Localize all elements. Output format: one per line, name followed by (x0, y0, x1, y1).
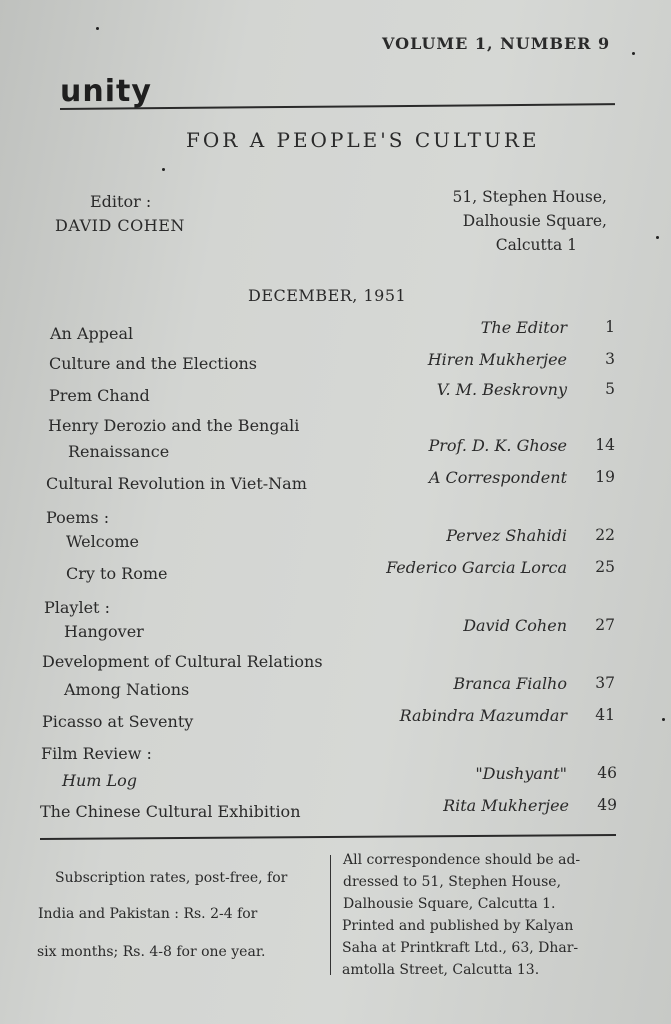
correspondence-line-1: All correspondence should be ad- (343, 852, 581, 868)
volume-number: VOLUME 1, NUMBER 9 (382, 34, 611, 53)
correspondence-line-4: Printed and published by Kalyan (342, 918, 574, 934)
toc-author: Branca Fialho (453, 674, 567, 693)
address-line-2: Dalhousie Square, (462, 212, 607, 230)
subscription-line-1: Subscription rates, post-free, for (55, 870, 288, 886)
toc-author: A Correspondent (428, 468, 567, 487)
toc-author: "Dushyant" (475, 764, 567, 783)
toc-page: 22 (595, 526, 615, 544)
toc-author: Federico Garcia Lorca (386, 558, 567, 577)
toc-page: 27 (595, 616, 615, 634)
toc-title: Henry Derozio and the Bengali (48, 416, 300, 435)
correspondence-line-3: Dalhousie Square, Calcutta 1. (343, 896, 556, 912)
toc-author: The Editor (480, 318, 567, 337)
toc-title-continued: Renaissance (68, 442, 170, 461)
issue-date: DECEMBER, 1951 (248, 286, 407, 305)
toc-section: Playlet : (44, 598, 110, 617)
toc-page: 19 (595, 468, 615, 486)
toc-page: 14 (595, 436, 615, 454)
toc-title: Hangover (64, 622, 144, 641)
toc-section: Film Review : (41, 744, 152, 763)
toc-author: Rabindra Mazumdar (399, 706, 567, 725)
tagline: FOR A PEOPLE'S CULTURE (186, 128, 540, 152)
toc-title: Cultural Revolution in Viet-Nam (46, 474, 307, 493)
toc-title: Cry to Rome (66, 564, 168, 583)
toc-title: An Appeal (50, 324, 134, 343)
editor-label: Editor : (90, 192, 152, 211)
editor-name: DAVID COHEN (55, 216, 185, 235)
footer-divider (330, 855, 331, 975)
toc-title: Picasso at Seventy (42, 712, 194, 731)
toc-page: 41 (595, 706, 615, 724)
masthead-title: unity (60, 74, 152, 109)
bottom-rule (40, 834, 616, 840)
correspondence-line-5: Saha at Printkraft Ltd., 63, Dhar- (342, 940, 579, 956)
toc-author: David Cohen (463, 616, 567, 635)
subscription-line-2: India and Pakistan : Rs. 2-4 for (38, 906, 258, 922)
toc-title: The Chinese Cultural Exhibition (40, 802, 301, 821)
toc-section: Poems : (46, 508, 110, 527)
toc-page: 25 (595, 558, 615, 576)
toc-author: Pervez Shahidi (446, 526, 567, 545)
ink-speck (632, 52, 635, 55)
toc-author: Hiren Mukherjee (427, 350, 567, 369)
address-line-1: 51, Stephen House, (452, 188, 607, 206)
address-line-3: Calcutta 1 (495, 236, 577, 254)
toc-page: 3 (605, 350, 615, 368)
toc-author: Prof. D. K. Ghose (428, 436, 567, 455)
ink-speck (162, 168, 165, 171)
toc-title: Hum Log (62, 771, 138, 790)
correspondence-line-6: amtolla Street, Calcutta 13. (342, 962, 540, 978)
correspondence-line-2: dressed to 51, Stephen House, (343, 874, 562, 890)
toc-title: Culture and the Elections (49, 354, 257, 373)
toc-page: 5 (605, 380, 615, 398)
toc-page: 37 (595, 674, 615, 692)
toc-author: Rita Mukherjee (443, 796, 569, 815)
toc-title: Prem Chand (49, 386, 150, 405)
toc-author: V. M. Beskrovny (436, 380, 567, 399)
toc-title-continued: Among Nations (64, 680, 190, 699)
subscription-line-3: six months; Rs. 4-8 for one year. (37, 944, 266, 960)
toc-page: 49 (597, 796, 617, 814)
toc-title: Welcome (66, 532, 139, 551)
ink-speck (656, 236, 659, 239)
toc-page: 1 (605, 318, 615, 336)
toc-page: 46 (597, 764, 617, 782)
ink-speck (96, 27, 99, 30)
ink-speck (662, 718, 665, 721)
toc-title: Development of Cultural Relations (42, 652, 323, 671)
